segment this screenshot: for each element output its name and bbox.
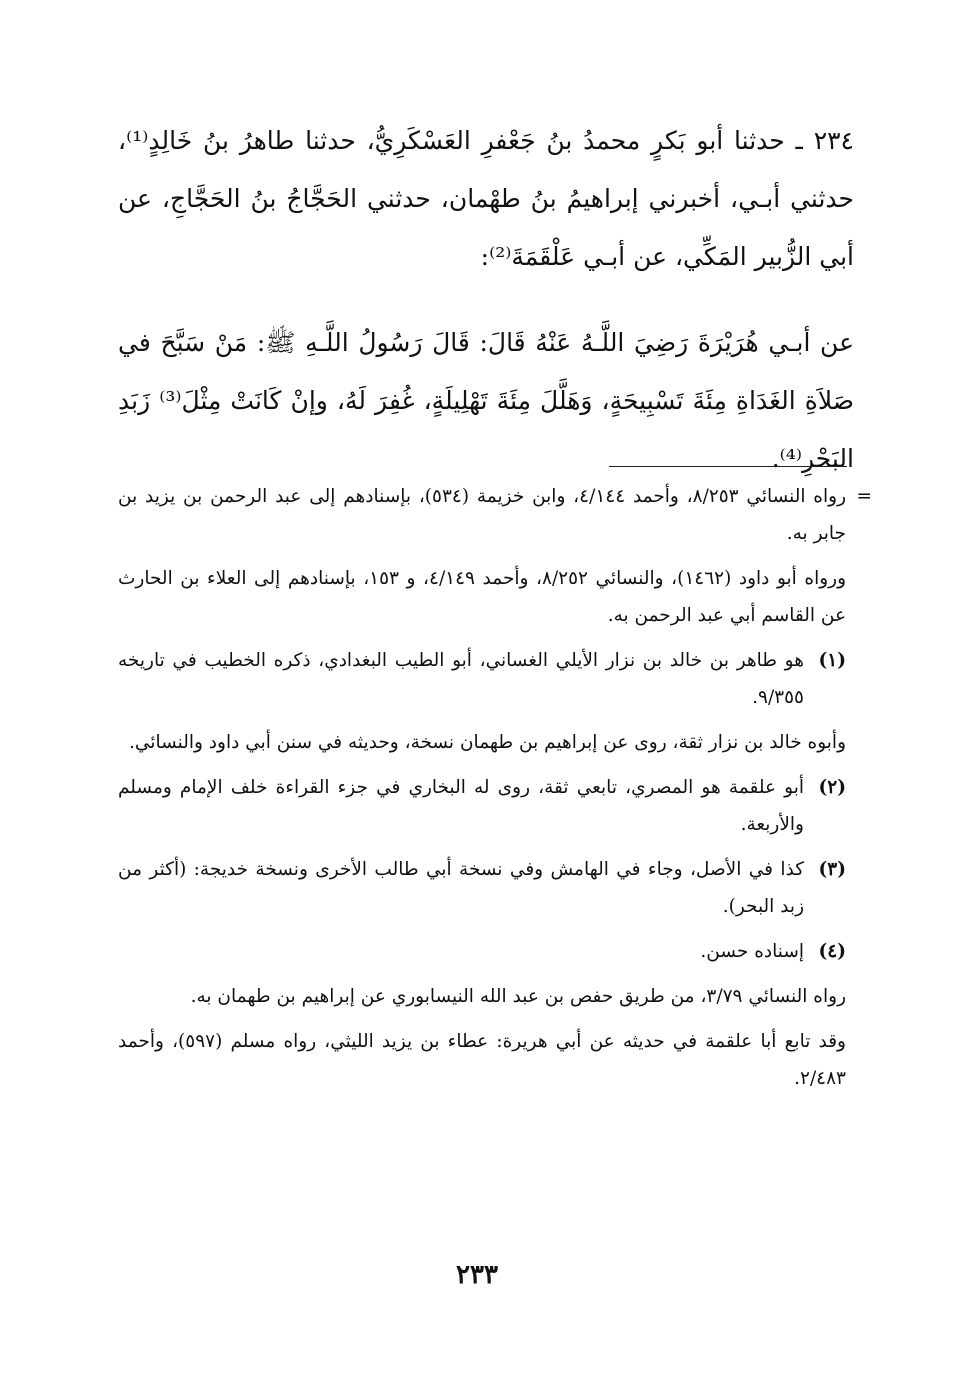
page-number: ٢٣٣: [456, 1260, 498, 1290]
footnote-number: (٣): [818, 859, 846, 880]
footnote-1: [118, 642, 846, 716]
footnote-4-source-1: رواه النسائي ٣/٧٩، من طريق حفص بن عبد الله النيسابوري عن إبراهيم بن طهمان به.: [190, 986, 846, 1007]
footnote-text: إسناده حسن.: [700, 941, 804, 962]
footnote-text: كذا في الأصل، وجاء في الهامش وفي نسخة أبي طالب الأخرى ونسخة خديجة: (أكثر من زبد البحر).: [118, 859, 804, 917]
carried-note-2: ورواه أبو داود (١٤٦٢)، والنسائي ٨/٢٥٢، وأحمد ٤/١٤٩، و ١٥٣، بإسنادهم إلى العلاء بن الحارث عن القاسم أبي عبد الرحمن به.: [118, 568, 847, 626]
carried-note-1: رواه النسائي ٨/٢٥٣، وأحمد ٤/١٤٤، وابن خزيمة (٥٣٤)، بإسنادهم إلى عبد الرحمن بن يزيد بن جابر به.: [118, 486, 846, 544]
footnote-number: (٤): [818, 941, 846, 962]
footnote-4-source-2: وقد تابع أبا علقمة في حديثه عن أبي هريرة: عطاء بن يزيد الليثي، رواه مسلم (٥٩٧)، وأحمد ٢/٤٨٣.: [118, 1031, 846, 1089]
hadith-matn: عن أبـي هُرَيْرَةَ رَضِيَ اللَّـهُ عَنْهُ قَالَ: قَالَ رَسُولُ اللَّـهِ ﷺ: مَنْ سَبَّحَ في صَلاَةِ الغَدَاةِ مِئَةَ تَسْبِيحَةٍ، وَهَلَّلَ مِئَةَ تَهْلِيلَةٍ، غُفِرَ لَهُ، وإنْ كَانَتْ مِثْلَ⁽³⁾ زَبَدِ البَحْرِ⁽⁴⁾.: [118, 328, 854, 473]
hadith-isnad: ٢٣٤ ـ حدثنا أبو بَكرٍ محمدُ بنُ جَعْفرِ العَسْكَرِيُّ، حدثنا طاهرُ بنُ خَالِدٍ⁽¹⁾، حدثني أبـي، أخبرني إبراهيمُ بنُ طهْمان، حدثني الحَجَّاجُ بنُ الحَجَّاجِ، عن أبي الزُّبير المَكِّي، عن أبـي عَلْقَمَةَ⁽²⁾:: [118, 126, 854, 271]
footnote-1-extra: وأبوه خالد بن نزار ثقة، روى عن إبراهيم بن طهمان نسخة، وحديثه في سنن أبي داود والنسائي.: [129, 732, 846, 753]
footnote-separator: [609, 466, 847, 467]
footnote-number: (١): [818, 650, 846, 671]
footnote-text: هو طاهر بن خالد بن نزار الأيلي الغساني، أبو الطيب البغدادي، ذكره الخطيب في تاريخه ٩/٣٥٥.: [118, 650, 804, 708]
footnote-4: [118, 933, 846, 970]
continuation-mark: =: [856, 486, 872, 507]
hadith-text: [118, 112, 854, 488]
footnote-text: أبو علقمة هو المصري، تابعي ثقة، روى له البخاري في جزء القراءة خلف الإمام ومسلم والأربعة.: [118, 777, 804, 835]
footnotes-section: [118, 478, 872, 1105]
footnote-2: [118, 769, 846, 843]
footnote-number: (٢): [818, 777, 846, 798]
footnote-3: [118, 851, 846, 925]
